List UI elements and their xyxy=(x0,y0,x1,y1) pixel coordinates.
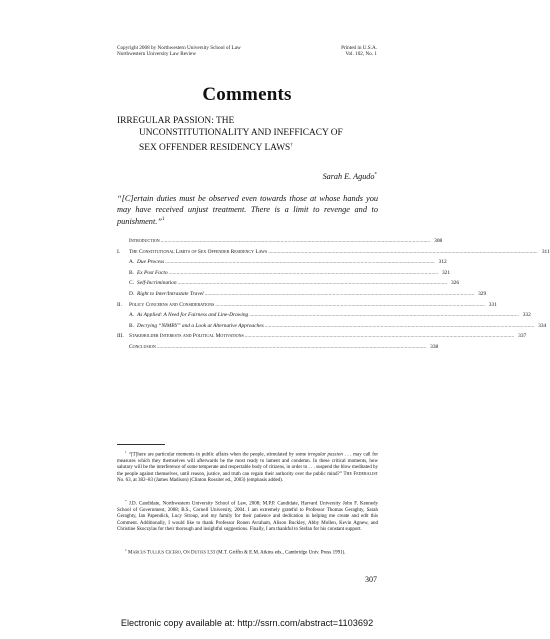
title-line-2: UNCONSTITUTIONALITY AND INEFFICACY OF xyxy=(139,127,343,138)
toc-entry-number: D. xyxy=(129,291,135,297)
toc-entry-number: I. xyxy=(117,248,121,255)
toc-entry-label: The Constitutional Limits of Sex Offender Residency Laws xyxy=(129,248,268,255)
toc-entry-number: C. xyxy=(129,280,134,287)
toc-entry-page: 337 xyxy=(518,333,527,340)
footnote-1 xyxy=(117,449,378,484)
title-footnote-marker: † xyxy=(290,142,293,148)
toc-entry xyxy=(117,237,443,244)
toc-dot-leader: ........................................................................................................................................................................................................ xyxy=(177,280,448,287)
footnote-2 xyxy=(117,498,378,533)
copyright-line: Copyright 2008 by Northwestern University School of Law xyxy=(117,45,241,51)
toc-entry-page: 311 xyxy=(541,248,550,255)
toc-entry-number: B. xyxy=(129,269,134,276)
toc-entry xyxy=(117,332,527,340)
toc-entry-page: 332 xyxy=(522,312,531,319)
footnote-2-text: J.D. Candidate, Northwestern University School of Law, 2008; M.P.P. Candidate, Harvard University John F. Kennedy School of Government, 2008; B.S., Cornell University, 2004. I am extremely grateful to Professor Thomas Geraghty, Sarah Geraghty, Ian Papendick, Lucy Stroup, and my family for their patience and dedication in helping me create and edit this Comment. Additionally, I would like to thank Professor Ronen Avraham, Alison Buckley, Abby Mollen, Kevin Agnew, and Christine Skoczylas for their thorough and insightful suggestions. Finally, I am thankful to Stefan for his constant support. xyxy=(117,501,379,533)
footnote-3 xyxy=(117,547,378,557)
toc-entry xyxy=(117,301,497,308)
printed-in-line: Printed in U.S.A. xyxy=(341,45,377,51)
title-line-3 xyxy=(117,140,387,155)
toc-dot-leader: ........................................................................................................................................................................................................ xyxy=(204,291,475,297)
toc-entry xyxy=(117,311,531,319)
print-info-header xyxy=(341,45,377,57)
footnote-1-emphasis: irregular passion xyxy=(307,452,343,458)
author-name: Sarah E. Agudo xyxy=(322,172,375,181)
toc-entry xyxy=(117,269,451,276)
toc-entry xyxy=(117,290,487,297)
footnote-1-text-a: “[T]here are particular moments in public affairs when the people, stimulated by some xyxy=(128,452,308,458)
toc-entry xyxy=(117,258,447,266)
toc-entry xyxy=(117,279,460,287)
toc-entry-label: Stakeholder Interests and Political Motivations xyxy=(129,333,244,340)
footnote-1-text-c: No. 63, at 382–83 (James Madison) (Clinton Rossiter ed., 2003) (emphasis added). xyxy=(117,478,284,484)
toc-dot-leader: ........................................................................................................................................................................................................ xyxy=(160,238,431,244)
ssrn-availability-notice[interactable]: Electronic copy available at: http://ssrn.com/abstract=1103692 xyxy=(120,618,374,628)
toc-entry xyxy=(117,248,550,255)
footnote-divider xyxy=(117,444,165,445)
toc-dot-leader: ........................................................................................................................................................................................................ xyxy=(156,344,427,350)
toc-entry-page: 308 xyxy=(434,238,443,244)
toc-entry-page: 338 xyxy=(430,344,439,350)
toc-entry-label: Conclusion xyxy=(129,344,156,350)
toc-entry-number: III. xyxy=(117,333,124,340)
toc-entry-page: 331 xyxy=(488,301,497,308)
author-byline xyxy=(323,172,377,181)
toc-dot-leader: ........................................................................................................................................................................................................ xyxy=(268,248,538,255)
footnote-3-text: I.33 (M.T. Griffin & E.M. Atkins eds., Cambridge Univ. Press 1991). xyxy=(206,550,346,556)
toc-entry-label: Right to Inter/Intrastate Travel xyxy=(137,291,204,297)
section-heading: Comments xyxy=(202,84,292,105)
epigraph-text: “[C]ertain duties must be observed even towards those at whose hands you may have received unjust treatment. There is a limit to revenge and to punishment.” xyxy=(117,194,378,226)
footnote-3-marker: 1 xyxy=(125,548,127,552)
toc-dot-leader: ........................................................................................................................................................................................................ xyxy=(264,322,535,329)
toc-entry-label: Due Process xyxy=(137,259,165,266)
footnote-2-marker: * xyxy=(125,499,127,503)
toc-dot-leader: ........................................................................................................................................................................................................ xyxy=(249,312,519,319)
toc-entry-label: Introduction xyxy=(129,238,160,244)
toc-entry-label: Ex Post Facto xyxy=(137,269,168,276)
author-footnote-marker: * xyxy=(374,172,377,178)
footnote-1-marker: † xyxy=(125,450,128,454)
epigraph xyxy=(117,194,378,228)
toc-entry-page: 312 xyxy=(438,259,447,266)
toc-entry-number: A. xyxy=(129,259,135,266)
toc-entry-number: A. xyxy=(129,312,135,319)
toc-entry xyxy=(117,322,547,329)
toc-entry-page: 334 xyxy=(538,322,547,329)
epigraph-footnote-marker: 1 xyxy=(161,217,165,223)
toc-entry-label: Decrying “NIMBY” and a Look at Alternative Approaches xyxy=(137,322,264,329)
toc-dot-leader: ........................................................................................................................................................................................................ xyxy=(165,259,435,266)
toc-entry-number: II. xyxy=(117,301,122,308)
title-line-3-text: SEX OFFENDER RESIDENCY LAWS xyxy=(139,142,291,153)
copyright-header xyxy=(117,45,241,57)
page-number: 307 xyxy=(365,575,377,584)
toc-entry xyxy=(117,343,439,350)
toc-dot-leader: ........................................................................................................................................................................................................ xyxy=(168,269,439,276)
title-line-1: IRREGULAR PASSION: THE xyxy=(117,116,235,126)
footnote-1-text-b: . . . may call for measures which they themselves will afterwards be the most ready to lament and condemn. In these critical moments, how salutary will be the interference of some temperate and respectable body of citizens, in order to . . . suspend the blow meditated by the people against themselves, until reason, justice, and truth can regain their authority over the public mind?” xyxy=(117,452,379,477)
journal-name-line: Northwestern University Law Review xyxy=(117,51,197,58)
toc-dot-leader: ........................................................................................................................................................................................................ xyxy=(244,333,515,340)
toc-entry-label: Policy Concerns and Considerations xyxy=(129,301,215,308)
article-title xyxy=(117,116,387,155)
toc-entry-number: B. xyxy=(129,322,134,329)
volume-line: Vol. 102, No. 1 xyxy=(345,51,377,58)
toc-entry-label: Self-Incrimination xyxy=(137,280,177,287)
toc-dot-leader: ........................................................................................................................................................................................................ xyxy=(215,301,485,308)
footnote-1-source: The Federalist xyxy=(343,471,378,477)
footnote-3-source: Marcus Tullius Cicero, On Duties xyxy=(128,550,206,556)
toc-entry-label: As Applied: A Need for Fairness and Line-Drawing xyxy=(137,312,249,319)
toc-entry-page: 326 xyxy=(450,280,460,287)
toc-entry-page: 321 xyxy=(441,269,451,276)
toc-entry-page: 329 xyxy=(478,291,487,297)
